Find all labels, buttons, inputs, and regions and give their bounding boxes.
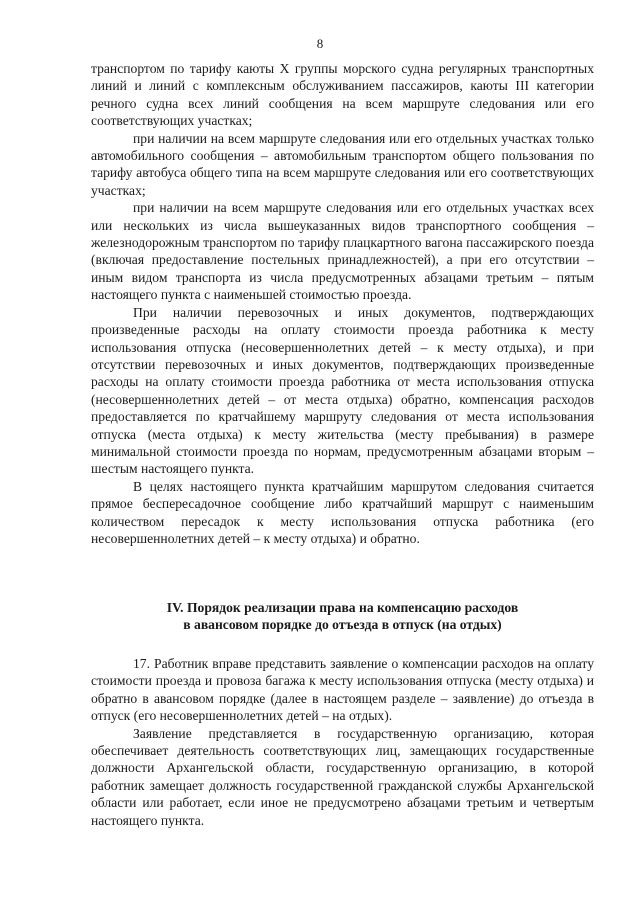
body-text-bottom — [91, 655, 594, 829]
body-text-top — [91, 60, 594, 547]
paragraph-shortest-route: В целях настоящего пункта кратчайшим маршрутом следования считается прямое беспересадочное сообщение либо кратчайший маршрут с наименьшим количеством пересадок к месту использования отпуска работника (его несовершеннолетних детей – к месту отдыха) и обратно. — [91, 478, 594, 546]
paragraph-road-transport: при наличии на всем маршруте следования или его отдельных участках только автомобильного сообщения – автомобильным транспортом общего пользования по тарифу автобуса общего типа на всем маршруте следования или его соответствующих участках; — [91, 130, 594, 198]
paragraph-documents-compensation: При наличии перевозочных и иных документов, подтверждающих произведенные расходы на оплату стоимости проезда работника к месту использования отпуска (несовершеннолетних детей – к месту отдыха), и при отсутствии перевозочных и иных документов, подтверждающих произведенные расходы на оплату стоимости проезда работника от места использования отпуска (несовершеннолетних детей – от места отдыха) обратно, компенсация расходов предоставляется по кратчайшему маршруту следования от места использования отпуска (места отдыха) к месту жительства (месту пребывания) в размере минимальной стоимости проезда по нормам, предусмотренным абзацами вторым – шестым настоящего пункта. — [91, 304, 594, 477]
paragraph-sea-river-transport: транспортом по тарифу каюты X группы морского судна регулярных транспортных линий и линий с комплексным обслуживанием пассажиров, каюты III категории речного судна всех линий сообщения на всем маршруте следования или его соответствующих участках; — [91, 61, 594, 129]
section-heading-line-1: IV. Порядок реализации права на компенсацию расходов — [166, 600, 519, 615]
paragraph-mixed-transport: при наличии на всем маршруте следования или его отдельных участках всех или нескольких из числа вышеуказанных видов транспортного сообщения – железнодорожным транспортом по тарифу плацкартного вагона пассажирского поезда (включая предоставление постельных принадлежностей), а при его отсутствии – иным видом транспорта из числа предусмотренных абзацами третьим – пятым настоящего пункта с наименьшей стоимостью проезда. — [91, 200, 594, 303]
section-heading-line-2: в авансовом порядке до отъезда в отпуск (на отдых) — [183, 617, 502, 633]
paragraph-item-17: 17. Работник вправе представить заявление о компенсации расходов на оплату стоимости проезда и провоза багажа к месту использования отпуска (месту отдыха) и обратно в авансовом порядке (далее в настоящем разделе – заявление) до отъезда в отпуск (его несовершеннолетних детей – на отдых). — [91, 656, 594, 724]
paragraph-application-submission: Заявление представляется в государственную организацию, которая обеспечивает деятельность соответствующих лиц, замещающих государственные должности Архангельской области, государственную организацию, в которой работник замещает должность государственной гражданской службы Архангельской области или работает, если иное не предусмотрено абзацами третьим и четвертым настоящего пункта. — [91, 725, 594, 828]
page-number: 8 — [316, 36, 324, 51]
section-heading — [91, 599, 594, 634]
